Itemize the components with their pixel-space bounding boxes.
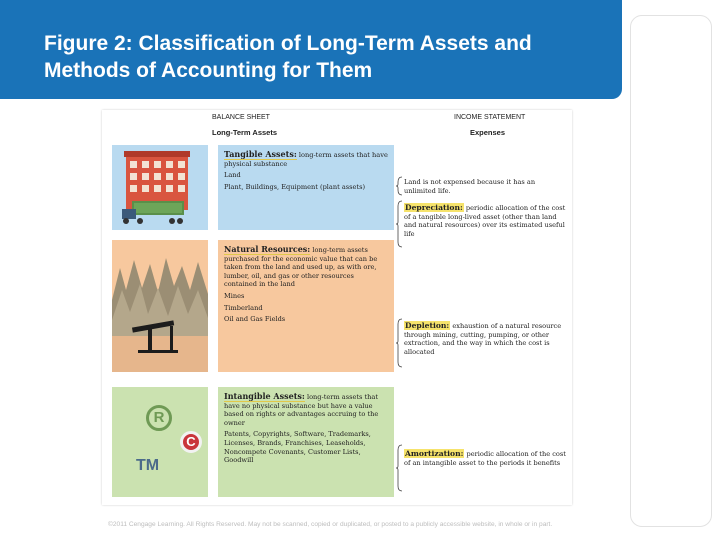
slide-title-line2: Methods of Accounting for Them bbox=[44, 59, 373, 82]
registered-icon: R bbox=[146, 405, 172, 431]
intangible-assets-heading: Intangible Assets: bbox=[224, 391, 305, 401]
natural-resources-heading: Natural Resources: bbox=[224, 244, 311, 254]
expense-depletion bbox=[404, 322, 569, 356]
slide-title-line1: Figure 2: Classification of Long-Term Assets and bbox=[44, 32, 532, 55]
income-statement-label: INCOME STATEMENT bbox=[454, 114, 526, 121]
balance-sheet-header bbox=[212, 114, 270, 121]
expenses-label: Expenses bbox=[470, 128, 506, 137]
trademark-icon: TM bbox=[136, 457, 160, 474]
natural-item-timberland: Timberland bbox=[224, 303, 263, 312]
panel-natural-resources bbox=[112, 240, 394, 372]
natural-resources-desc: long-term assets purchased for the economic value that can be taken from the land and used up, as with ore, lumber, oil, and gas or other resources contained in the land bbox=[224, 246, 378, 289]
natural-item-mines: Mines bbox=[224, 291, 245, 300]
depreciation-text: periodic allocation of the cost of a tangible long-lived asset (other than land and natural resources) over its estimated useful life bbox=[404, 204, 566, 238]
intangible-assets-desc: long-term assets that have no physical substance but have a value based on rights or advantages accruing to the owner bbox=[224, 393, 379, 427]
balance-sheet-label: BALANCE SHEET bbox=[212, 114, 270, 121]
brace-amortization bbox=[396, 444, 404, 492]
panel-tangible-assets bbox=[112, 145, 394, 230]
tangible-assets-heading: Tangible Assets: bbox=[224, 149, 297, 159]
brace-depreciation bbox=[396, 200, 404, 248]
amortization-term: Amortization: bbox=[405, 449, 464, 458]
tangible-item-plant: Plant, Buildings, Equipment (plant assets) bbox=[224, 182, 366, 191]
expense-land-text: Land is not expensed because it has an unlimited life. bbox=[404, 178, 536, 195]
copyright-icon: C bbox=[180, 431, 202, 453]
brace-depletion bbox=[396, 318, 404, 368]
expense-land bbox=[404, 178, 569, 195]
slide-title bbox=[44, 30, 614, 84]
expense-depreciation bbox=[404, 204, 569, 238]
tangible-assets-desc: long-term assets that have physical substance bbox=[224, 151, 388, 168]
expense-amortization bbox=[404, 450, 569, 467]
copyright-footer: ©2011 Cengage Learning. All Rights Reserved. May not be scanned, copied or duplicated, or posted to a publicly accessible website, in whole or in part. bbox=[108, 521, 553, 528]
long-term-assets-label: Long-Term Assets bbox=[212, 128, 278, 137]
intangible-item-list: Patents, Copyrights, Software, Trademarks, Licenses, Brands, Franchises, Leaseholds, Noncompete Covenants, Customer Lists, Goodwill bbox=[224, 430, 371, 465]
forest-oil-pump-illustration bbox=[112, 240, 208, 372]
depletion-text: exhaustion of a natural resource through mining, cutting, pumping, or other extraction, and the way in which the cost is allocated bbox=[404, 322, 562, 356]
trademark-symbols-illustration bbox=[112, 387, 208, 497]
natural-item-oil-gas: Oil and Gas Fields bbox=[224, 315, 286, 324]
brace-land bbox=[396, 176, 404, 196]
slide-frame-decoration bbox=[630, 15, 712, 527]
forest-icon bbox=[112, 240, 208, 372]
tangible-assets-text bbox=[218, 145, 394, 230]
title-banner bbox=[0, 0, 622, 99]
figure-classification bbox=[102, 110, 572, 505]
depreciation-term: Depreciation: bbox=[405, 203, 463, 212]
tangible-item-land: Land bbox=[224, 171, 241, 180]
building-icon bbox=[112, 145, 208, 230]
panel-intangible-assets bbox=[112, 387, 394, 497]
depletion-term: Depletion: bbox=[405, 321, 450, 330]
amortization-text: periodic allocation of the cost of an intangible asset to the periods it benefits bbox=[404, 450, 566, 467]
natural-resources-text bbox=[218, 240, 394, 372]
building-truck-illustration bbox=[112, 145, 208, 230]
intangible-assets-text bbox=[218, 387, 394, 497]
